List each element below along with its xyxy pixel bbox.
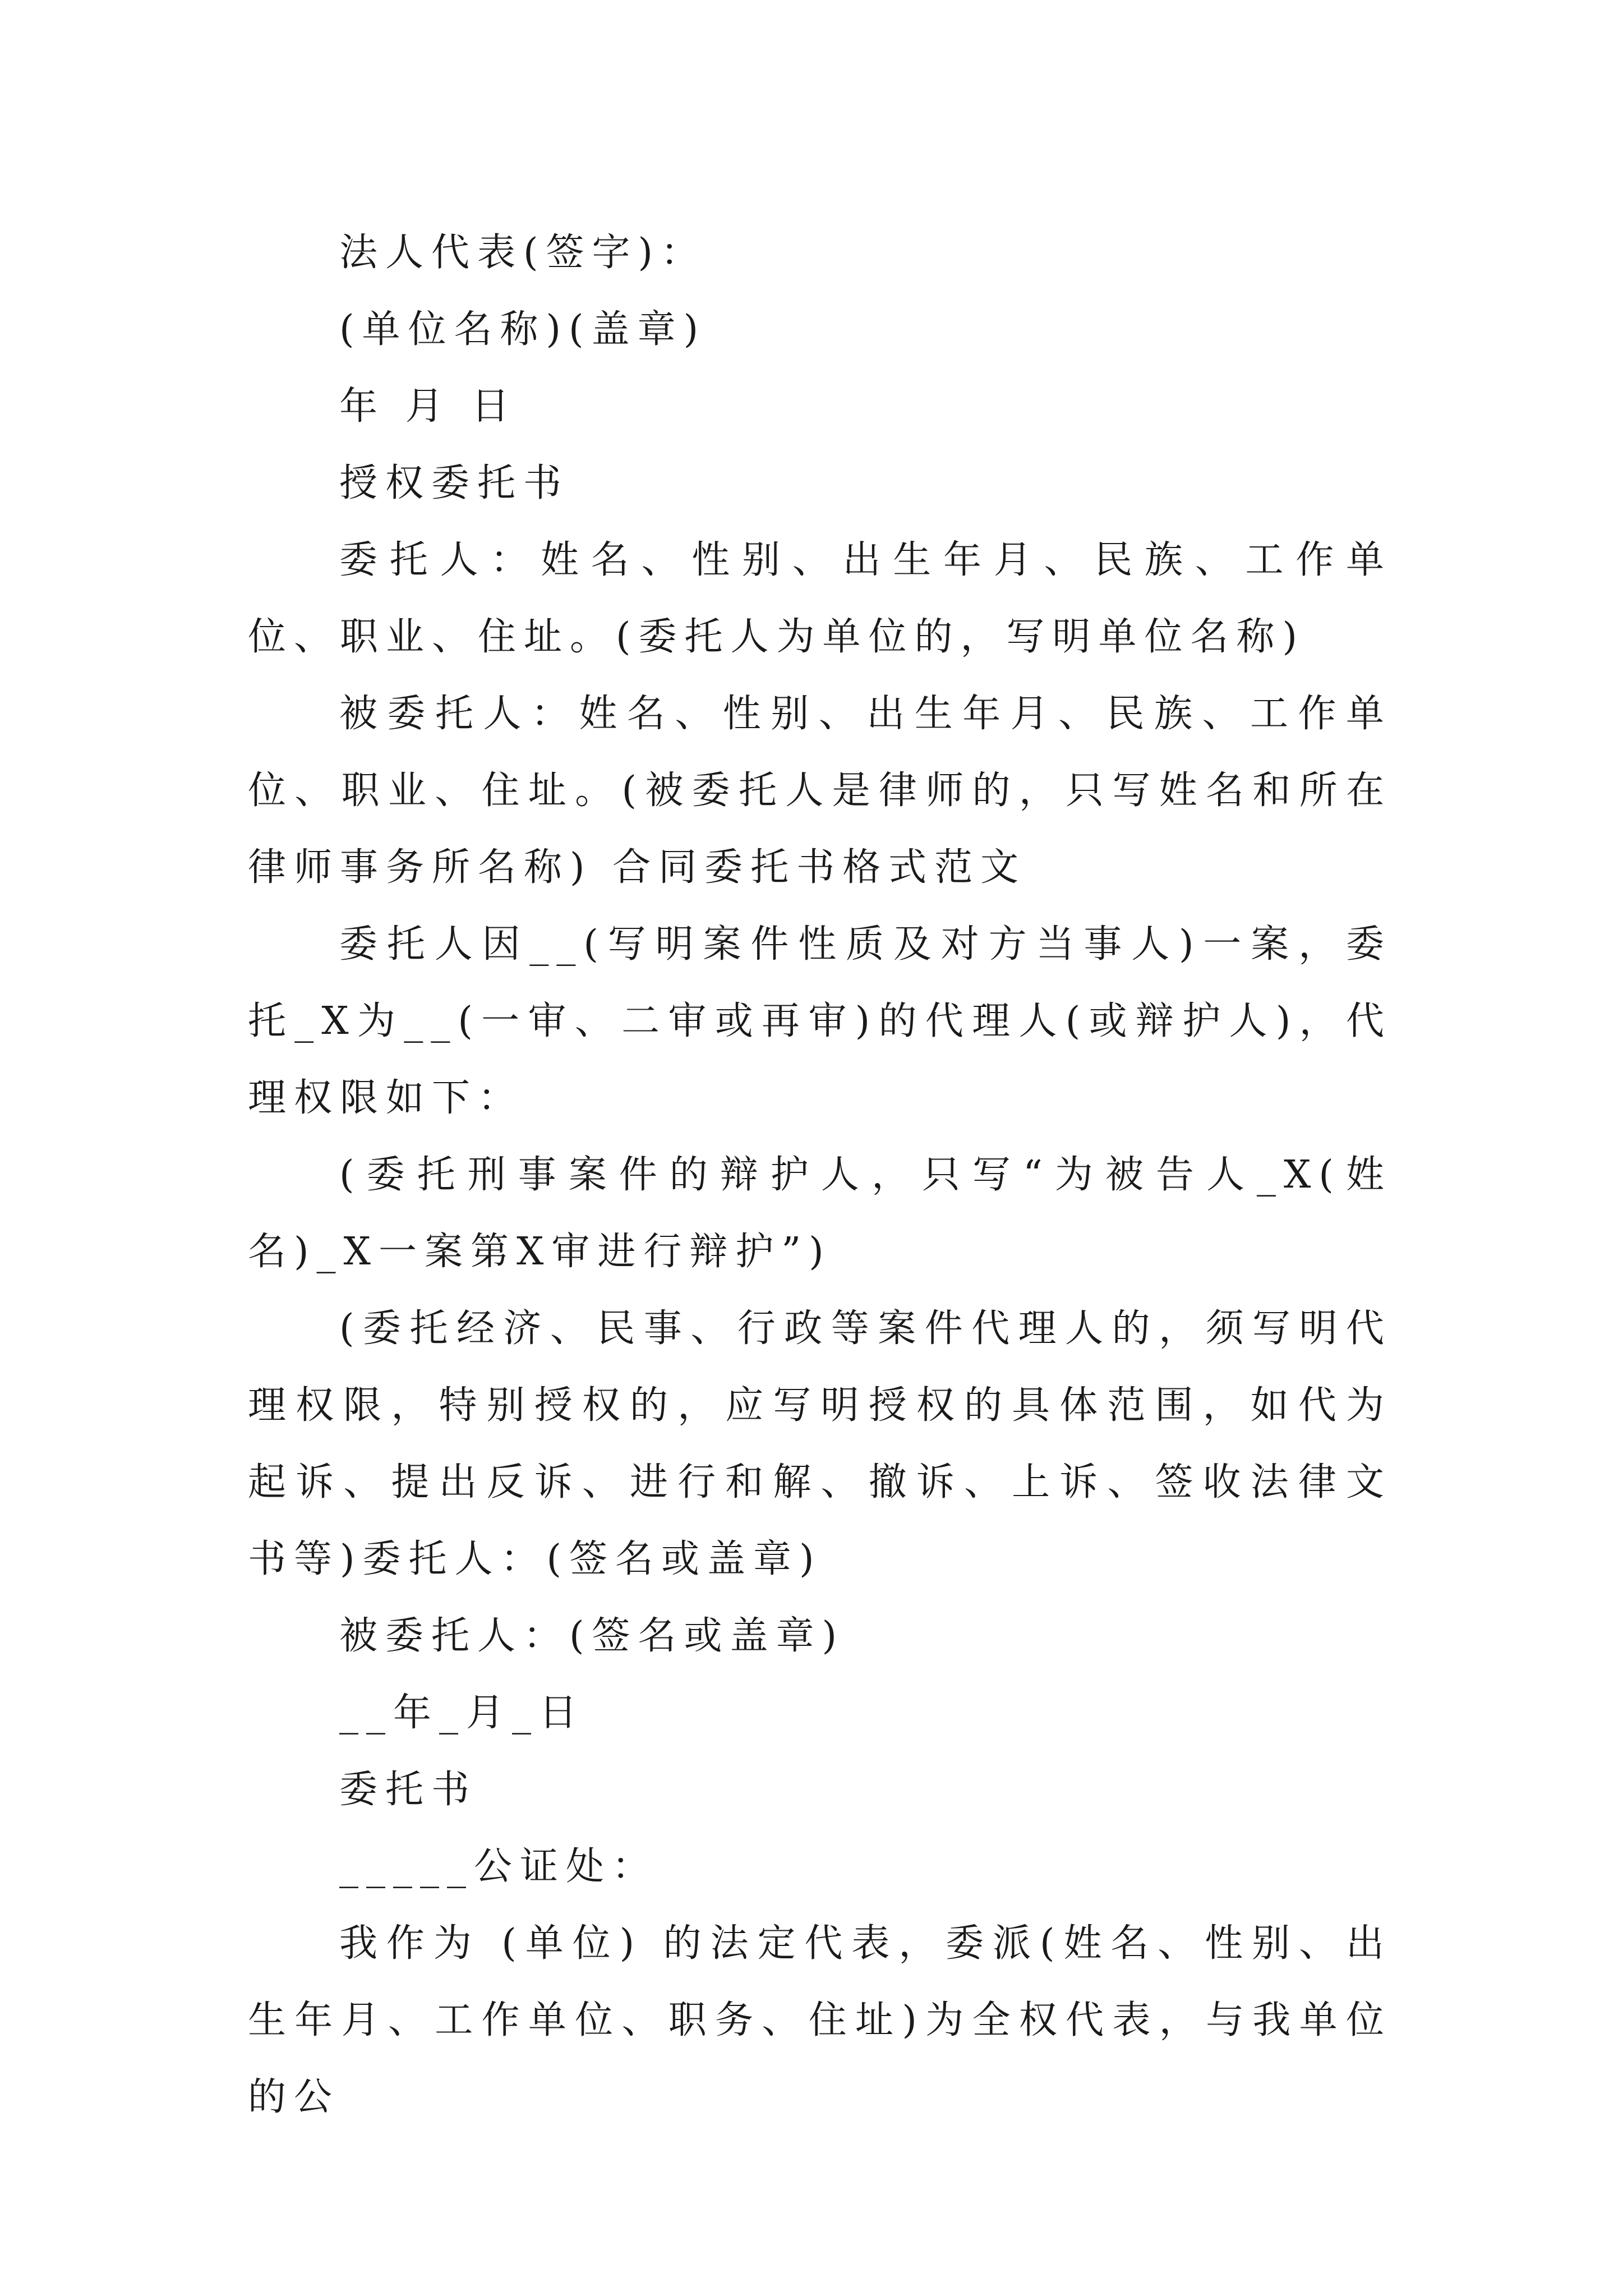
agent-signature-line: 被委托人：(签名或盖章)	[339, 1614, 845, 1658]
notary-office-line: _____公证处：	[339, 1844, 658, 1889]
principal-info-paragraph: 委托人：姓名、性别、出生年月、民族、工作单位、职业、住址。(委托人为单位的，写明单位名称)	[248, 538, 1392, 659]
document-body	[248, 214, 1392, 2136]
unit-seal-line: (单位名称)(盖章)	[339, 307, 707, 352]
agent-info-paragraph: 被委托人：姓名、性别、出生年月、民族、工作单位、职业、住址。(被委托人是律师的，只写姓名和所在律师事务所名称) 合同委托书格式范文	[248, 692, 1392, 890]
signature-line-legal-rep: 法人代表(签字)：	[339, 231, 707, 275]
section-title-entrustment: 委托书	[339, 1768, 478, 1812]
section-title-authorization: 授权委托书	[339, 461, 570, 505]
criminal-case-note: (委托刑事案件的辩护人，只写“为被告人_X(姓名)_X一案第X审进行辩护”)	[248, 1153, 1392, 1274]
case-entrustment-paragraph: 委托人因__(写明案件性质及对方当事人)一案，委托_X为__(一审、二审或再审)的代理人(或辩护人)，代理权限如下：	[248, 922, 1392, 1120]
date-blank-line: __年_月_日	[339, 1691, 585, 1735]
date-line: 年 月 日	[339, 384, 518, 429]
legal-rep-statement: 我作为 (单位) 的法定代表，委派(姓名、性别、出生年月、工作单位、职务、住址)为全权代表，与我单位的公	[248, 1921, 1392, 2119]
civil-case-note: (委托经济、民事、行政等案件代理人的，须写明代理权限，特别授权的，应写明授权的具体范围，如代为起诉、提出反诉、进行和解、撤诉、上诉、签收法律文书等)委托人：(签名或盖章)	[248, 1306, 1392, 1581]
